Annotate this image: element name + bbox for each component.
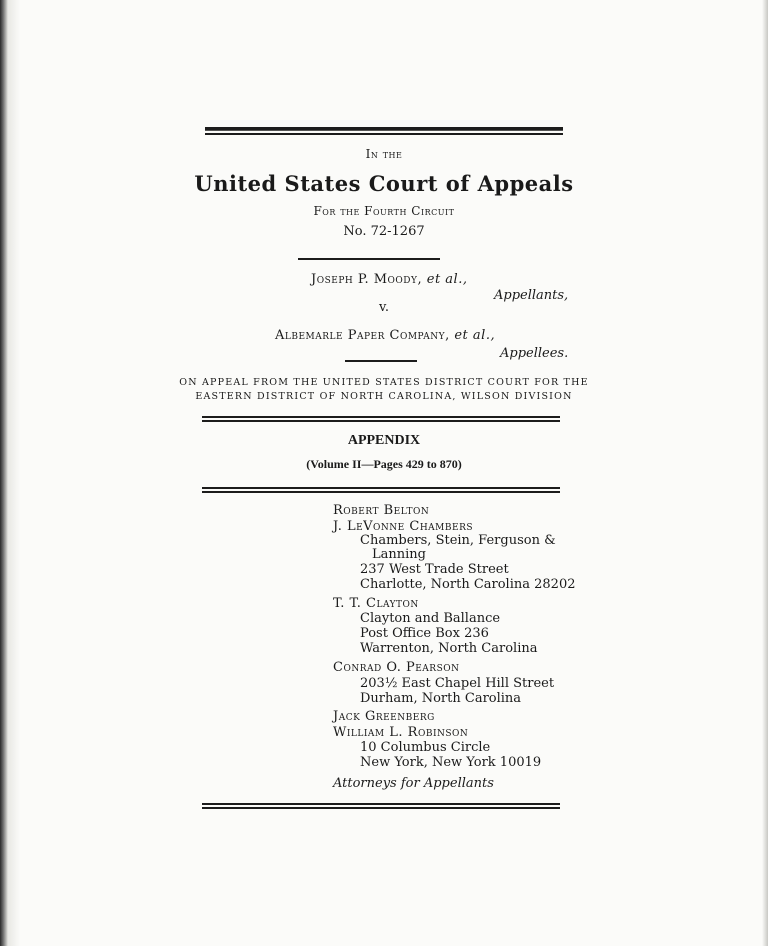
counsel-street: Post Office Box 236 (360, 626, 489, 641)
appendix-volume: (Volume II—Pages 429 to 870) (306, 457, 462, 471)
versus-label: v. (379, 300, 389, 315)
counsel-city: Durham, North Carolina (360, 691, 522, 706)
top-rule (205, 127, 563, 131)
appellee-name: Albemarle Paper Company, et al., (275, 328, 496, 343)
scan-left-edge (0, 0, 20, 946)
appellant-name: Joseph P. Moody, et al., (311, 272, 468, 287)
appeal-line-1: ON APPEAL FROM THE UNITED STATES DISTRICT COURT FOR THE (179, 377, 589, 388)
appendix-top-rule (202, 416, 560, 422)
counsel-street: 10 Columbus Circle (360, 740, 491, 755)
counsel-street: 203½ East Chapel Hill Street (360, 676, 555, 691)
scan-right-edge (762, 0, 768, 946)
attorneys-for: Attorneys for Appellants (333, 776, 494, 791)
counsel-name: Conrad O. Pearson (333, 660, 460, 675)
counsel-firm: Clayton and Ballance (360, 611, 501, 626)
counsel-street: 237 West Trade Street (360, 562, 509, 577)
appeal-line-2: EASTERN DISTRICT OF NORTH CAROLINA, WILSON DIVISION (195, 391, 573, 402)
bottom-rule (202, 803, 560, 809)
in-the-label: In the (365, 147, 403, 161)
appellant-role: Appellants, (494, 288, 569, 303)
counsel-name: Jack Greenberg (333, 709, 435, 724)
counsel-city: Warrenton, North Carolina (360, 641, 538, 656)
divider-rule (298, 258, 440, 260)
counsel-name: Robert Belton (333, 503, 430, 518)
counsel-firm: Chambers, Stein, Ferguson & (360, 533, 556, 548)
top-rule-lower (205, 133, 563, 135)
counsel-name: T. T. Clayton (333, 596, 419, 611)
counsel-city: New York, New York 10019 (360, 755, 542, 770)
appendix-title: APPENDIX (347, 433, 421, 448)
court-name: United States Court of Appeals (194, 171, 574, 196)
case-number: No. 72-1267 (343, 224, 425, 239)
counsel-firm: Lanning (372, 547, 426, 562)
appendix-bottom-rule (202, 487, 560, 493)
counsel-name: William L. Robinson (333, 725, 469, 740)
counsel-city: Charlotte, North Carolina 28202 (360, 577, 576, 592)
circuit-label: For the Fourth Circuit (313, 204, 455, 218)
short-rule (345, 360, 417, 362)
counsel-name: J. LeVonne Chambers (333, 519, 474, 534)
appellee-role: Appellees. (500, 346, 569, 361)
